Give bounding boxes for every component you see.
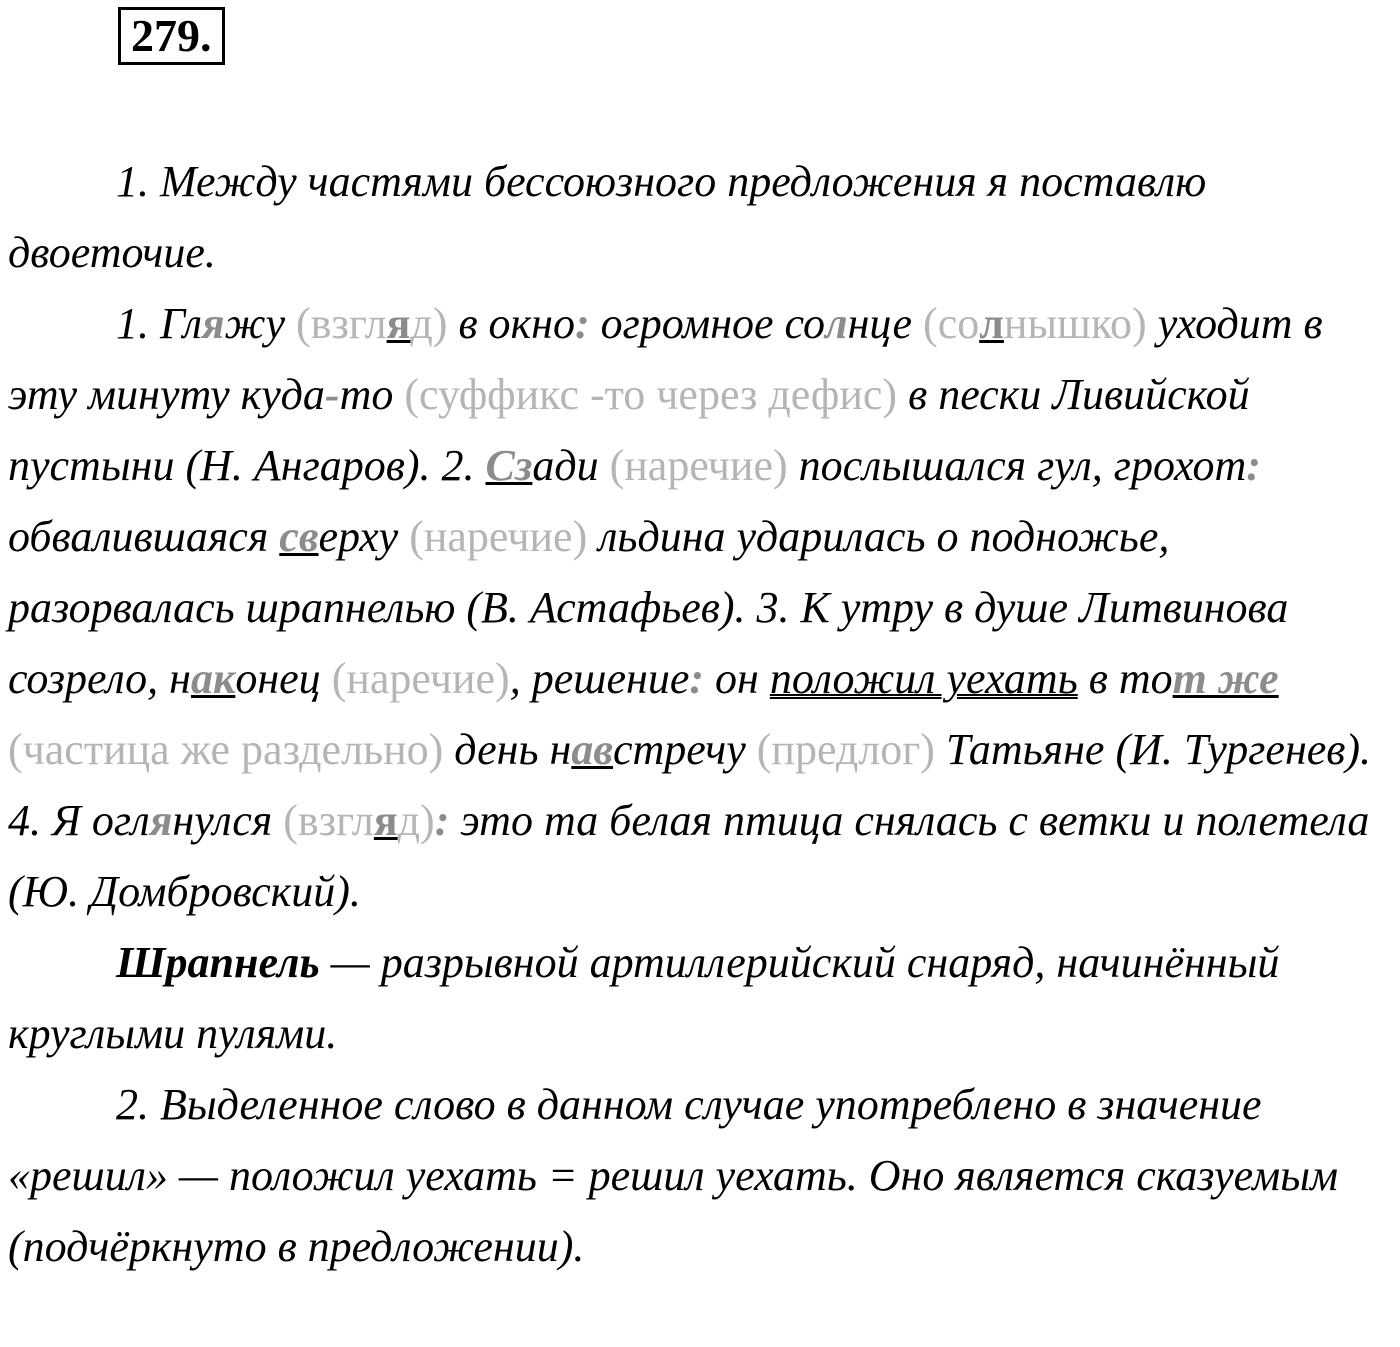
definition-term: Шрапнель — [116, 938, 320, 987]
text: льдина ударилась о подножье, разорвалась шрапнелью (В. Астафьев). 3. К утру в душе Литвинова созрело, н — [8, 512, 1289, 703]
highlight: Сз — [485, 441, 533, 490]
example-sentences — [8, 288, 1400, 927]
note: (наречие) — [609, 441, 788, 490]
note-text: (взгл — [296, 299, 387, 348]
definition-text: — разрывной артиллерийский снаряд, начинённый круглыми пулями. — [8, 938, 1280, 1058]
note: (наречие) — [331, 654, 510, 703]
note: (предлог) — [756, 725, 935, 774]
note-text: (взгл — [283, 796, 374, 845]
text: в то — [1077, 654, 1173, 703]
definition — [8, 927, 1400, 1069]
colon: : — [434, 796, 450, 845]
text: это та белая птица снялась с ветки и полетела (Ю. Домбровский). — [8, 796, 1370, 916]
colon: : — [1246, 441, 1261, 490]
exercise-text — [8, 146, 1400, 1282]
colon: : — [689, 654, 705, 703]
text: день н — [443, 725, 572, 774]
text: огромное со — [589, 299, 825, 348]
note-text: д) — [397, 796, 435, 845]
highlight: св — [279, 512, 319, 561]
text: послышался гул, грохот — [787, 441, 1247, 490]
note — [296, 299, 447, 348]
note: (наречие) — [409, 512, 588, 561]
text: , решение — [509, 654, 690, 703]
highlight: я — [149, 796, 173, 845]
highlight: я — [201, 299, 225, 348]
note-highlight: я — [373, 796, 398, 845]
text: ади — [532, 441, 610, 490]
note — [923, 299, 1147, 348]
text: ерху — [318, 512, 410, 561]
predicate: положил уехать — [769, 654, 1078, 703]
text: обвалившаяся — [8, 512, 280, 561]
text: он — [704, 654, 770, 703]
text: 1. Гл — [116, 299, 202, 348]
note-text: (со — [923, 299, 980, 348]
text: онец — [235, 654, 332, 703]
exercise-number-dot: . — [200, 10, 212, 61]
text: в окно — [447, 299, 575, 348]
highlight: ав — [571, 725, 613, 774]
exercise-number — [118, 7, 225, 65]
note-highlight: я — [386, 299, 411, 348]
note: (частица же раздельно) — [8, 725, 444, 774]
note: (суффикс -то через дефис) — [404, 370, 898, 419]
colon: : — [574, 299, 590, 348]
note — [283, 796, 434, 845]
exercise-number-text: 279 — [131, 10, 200, 61]
text: нулся — [172, 796, 284, 845]
text: Татьяне (И. Тургенев). 4. Я огл — [8, 725, 1372, 845]
note-highlight: л — [979, 299, 1004, 348]
text: уходит в эту минуту куда — [8, 299, 1323, 419]
text: то — [339, 370, 405, 419]
highlight: ак — [191, 654, 236, 703]
text: жу — [224, 299, 297, 348]
hyphen: - — [324, 370, 340, 419]
task-1: 1. Между частями бессоюзного предложения я поставлю двоеточие. — [8, 157, 1207, 277]
text: в пески Ливийской пустыни (Н. Ангаров). 2. — [8, 370, 1250, 490]
highlight: т же — [1172, 654, 1279, 703]
note-text: д) — [410, 299, 448, 348]
highlight: л — [825, 299, 848, 348]
task-2: 2. Выделенное слово в данном случае употреблено в значение «решил» — положил уехать = решил уехать. Оно является сказуемым (подчёркнуто в предложении). — [8, 1080, 1339, 1271]
text: стречу — [612, 725, 757, 774]
text: нце — [847, 299, 924, 348]
note-text: нышко) — [1003, 299, 1147, 348]
